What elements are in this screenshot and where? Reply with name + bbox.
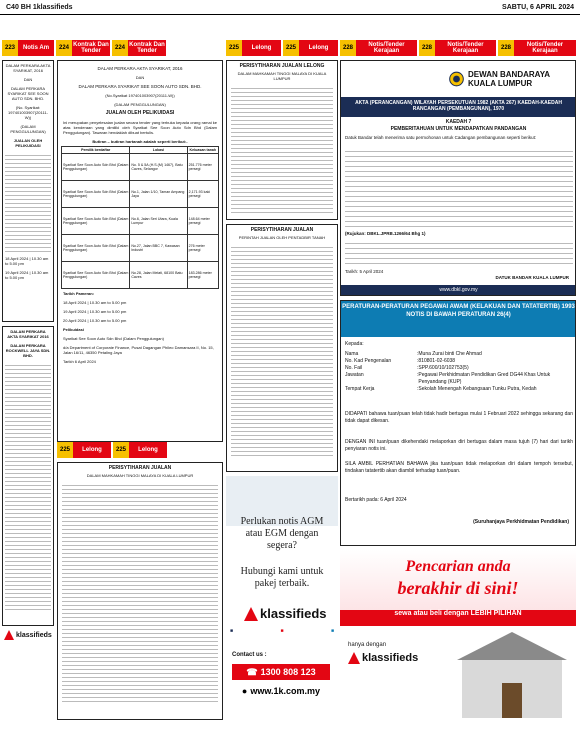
- category-kontrak-2: [112, 40, 166, 56]
- text-block: [231, 85, 333, 215]
- tender-title: DALAM PERKARA AKTA SYARIKAT, 2016: [97, 66, 183, 71]
- category-num: 225: [283, 40, 299, 56]
- ad-subheadline: Hubungi kami untuk pakej terbaik.: [240, 566, 324, 589]
- klassifieds-wordmark: klassifieds: [16, 631, 52, 639]
- dbkl-notice: [340, 60, 576, 296]
- category-lelong-lower: [57, 442, 111, 458]
- table-row: [62, 208, 219, 235]
- notice-header-bar: [341, 301, 576, 337]
- category-label: Lelong: [308, 45, 329, 51]
- table-cell: Syarikat See Soon Auto Sdn Bhd (Dalam Penggulungan): [62, 235, 130, 262]
- lelong-top-sub: DALAM MAHKAMAH TINGGI MALAYA DI KUALA LUMPUR: [237, 71, 327, 81]
- narrow-sub3: (DALAM PENGGULUNGAN): [10, 124, 46, 134]
- table-row: [62, 262, 219, 289]
- narrow-date-1: 18 April 2024 | 10.30 am to 5.00 pm: [5, 256, 49, 266]
- tender-intro: Ini merupakan penyelesaian jualan secara tender yang terbuka kepada orang ramai ke atas kenderaan yang dimiliki oleh Syarikat See Soon Auto Sdn Bhd (Dalam Penggulungan). Tawaran hendaklah dibuat bertulis.: [63, 120, 217, 135]
- page-date: SABTU, 6 APRIL 2024: [502, 3, 574, 11]
- partner-logos: [230, 628, 334, 642]
- category-label: Lelong: [251, 45, 272, 51]
- partner-logo-3: ■: [330, 628, 334, 634]
- table-header-row: [62, 147, 219, 154]
- text-block: [345, 147, 573, 229]
- table-cell: No. 5 & 5A (H.S.(M) 1467), Batu Caves, Selangor: [130, 154, 187, 181]
- rockwell-sub: DALAM PERKARA ROCKWELL JAYA SDN. BHD.: [5, 343, 51, 358]
- contact-label: Contact us :: [232, 652, 267, 658]
- field-key: Nama: [345, 351, 359, 357]
- category-lelong: [226, 40, 281, 56]
- text-block: [231, 244, 333, 459]
- category-notis-tender-2: [419, 40, 496, 56]
- notice-para-2: DENGAN INI tuan/puan dikehendaki melaporkan diri bertugas dalam masa tujuh (7) hari dari tarikh penyiaran notis ini.: [345, 439, 573, 452]
- narrow-date-2: 19 April 2024 | 10.30 am to 5.00 pm: [5, 270, 49, 280]
- page-folio: C40 BH 1klassifieds: [6, 3, 73, 11]
- notice-see-soon-narrow: [2, 60, 54, 322]
- field-row: Tempat Kerja : Sekolah Menengah Kebangsaan Tunku Putra, Kedah: [345, 386, 537, 392]
- tender-table-note: Butiran – butiran hartanah adalah seperti berikut:-: [92, 139, 188, 144]
- field-value: Sekolah Menengah Kebangsaan Tunku Putra, Kedah: [418, 386, 537, 392]
- narrow-title: DALAM PERKARA AKTA SYARIKAT, 2016: [5, 63, 51, 73]
- house-illustration-icon: [452, 628, 572, 718]
- category-label: Notis/Tender Kerajaan: [526, 42, 564, 54]
- category-notis-am: [2, 40, 54, 56]
- ad-line1: Pencarian anda: [405, 558, 511, 575]
- category-num: 224: [56, 40, 72, 56]
- dbkl-body: Datuk Bandar telah menerima satu permohonan untuk Cadangan pembangunan seperti berikut:: [345, 135, 537, 140]
- notice-subtitle: NOTIS DI BAWAH PERATURAN 26(4): [406, 312, 511, 318]
- ad-cta: hanya dengan: [348, 642, 387, 648]
- category-num: 225: [113, 442, 129, 458]
- category-num: 224: [112, 40, 128, 56]
- field-key: Jawatan: [345, 372, 364, 378]
- dbkl-rule: KAEDAH 7: [445, 119, 472, 125]
- klassifieds-icon: [4, 630, 14, 640]
- header-rule: [0, 14, 580, 15]
- ad-headline: Perlukan notis AGM atau EGM dengan segera?: [240, 516, 324, 551]
- category-num: 225: [226, 40, 242, 56]
- notice-rockwell-jaya: [2, 326, 54, 626]
- table-row: [62, 235, 219, 262]
- ad-klassifieds-logo: [348, 652, 418, 664]
- partner-logo-1: ■: [230, 628, 234, 634]
- table-cell: 276 meter persegi: [187, 235, 218, 262]
- partner-logo-2: ■: [280, 628, 284, 634]
- text-block: [345, 239, 573, 265]
- col-header-location: Lokasi: [130, 147, 187, 154]
- category-label: Lelong: [138, 447, 158, 453]
- category-num: 223: [2, 40, 18, 56]
- lelong-lower-sub: DALAM MAHKAMAH TINGGI MALAYA DI KUALA LUMPUR: [86, 473, 194, 478]
- lelong-notice-top: [226, 60, 338, 220]
- dates-label: Tarikh Pameran:: [63, 291, 95, 297]
- tender-reg: (No.Syarikat 197401003907(20111-W)): [105, 93, 175, 98]
- tender-sub: DAN: [135, 75, 145, 80]
- table-cell: Syarikat See Soon Auto Sdn Bhd (Dalam Penggulungan): [62, 262, 130, 289]
- ad-logo-wordmark: klassifieds: [260, 606, 327, 621]
- narrow-sub2: DALAM PERKARA SYARIKAT SEE SOON AUTO SDN. BHD.: [7, 86, 49, 101]
- table-cell: No.27, Jalan BBC 7, Kawasan Industri: [130, 235, 187, 262]
- notice-para-3: SILA AMBIL PERHATIAN BAHAWA jika tuan/puan tidak melaporkan diri dalam tempoh tersebut, tindakan tatatertib akan diambil terhadap tuan/puan.: [345, 461, 573, 474]
- category-num: 225: [57, 442, 73, 458]
- narrow-sub: DAN: [23, 77, 33, 82]
- category-lelong-lower-2: [113, 442, 167, 458]
- field-key: Tempat Kerja: [345, 386, 375, 392]
- category-notis-tender-3: [498, 40, 576, 56]
- notice-see-soon-tender: [57, 60, 223, 442]
- liquidator-name: Syarikat See Soon Auto Sdn Bhd (Dalam Penggulungan): [63, 336, 164, 342]
- dbkl-date: Tarikh: 5 April 2024: [345, 269, 384, 274]
- dbkl-ref: (Rujukan: DBKL.JPRB.1266/64 Bhg 1): [345, 231, 426, 236]
- category-lelong-2: [283, 40, 338, 56]
- category-label: Kontrak Dan Tender: [73, 42, 109, 54]
- viewing-date-2: 19 April 2024 | 10.30 am to 5.00 pm: [63, 309, 127, 315]
- dbkl-logo: [449, 65, 569, 93]
- table-cell: 183.286 meter persegi: [187, 262, 218, 289]
- tender-date: Tarikh 6 April 2024: [63, 359, 96, 365]
- contact-web-text: www.1k.com.my: [250, 686, 321, 696]
- category-label: Kontrak Dan Tender: [129, 42, 165, 54]
- tender-sub2: DALAM PERKARA SYARIKAT SEE SOON AUTO SDN. BHD.: [78, 84, 202, 89]
- dbkl-org: DEWAN BANDARAYA KUALA LUMPUR: [468, 70, 550, 88]
- field-row: Jawatan : Pegawai Perkhidmatan Pendidikan Gred DG44 Khas Untuk Penyandang (KUP): [345, 372, 573, 386]
- ad-bottom: [340, 626, 576, 720]
- property-table: [61, 146, 219, 289]
- dbkl-web[interactable]: www.dbkl.gov.my: [341, 285, 576, 296]
- viewing-date-1: 18 April 2024 | 10.30 am to 5.00 pm: [63, 300, 127, 306]
- field-row: No. Fail : SPP.600/10/102753(5): [345, 365, 469, 371]
- notice-to: Kepada:: [345, 341, 364, 347]
- table-cell: No.6, Jalan Seri Utara, Kuala Lumpur: [130, 208, 187, 235]
- viewing-date-3: 20 April 2024 | 10.30 am to 5.00 pm: [63, 318, 127, 324]
- notice-para-1: DIDAPATI bahawa tuan/puan telah tidak hadir bertugas mulai 1 Februari 2022 sehingga sekarang dan tidak dapat dikesan.: [345, 411, 573, 424]
- col-header-owner: Pemilik berdaftar: [62, 147, 130, 154]
- tender-sub3: (DALAM PENGGULUNGAN): [114, 102, 166, 107]
- ad-logo: [244, 606, 327, 621]
- narrow-reg: (No. Syarikat: 197401003907(20111-W)): [8, 105, 48, 120]
- category-num: 228: [340, 40, 356, 56]
- field-value: SPP.600/10/102753(5): [418, 365, 469, 371]
- category-label: Notis/Tender Kerajaan: [447, 42, 484, 54]
- category-notis-tender: [340, 40, 417, 56]
- dbkl-signer: DATUK BANDAR KUALA LUMPUR: [495, 275, 569, 280]
- civil-servant-notice: [340, 300, 576, 546]
- lelong-mid-title: PERISYTIHARAN JUALAN: [250, 227, 314, 233]
- ad-line3: sewa atau beli dengan LEBIH PILIHAN: [394, 610, 522, 617]
- lelong-lower-title: PERISYTIHARAN JUALAN: [108, 465, 172, 471]
- liquidator-address: d/a Department of Corporate Finance, Pusat Dagangan Phileo Damansara II, No. 15, Jalan 16/11, 46350 Petaling Jaya: [63, 345, 214, 356]
- col-header-area: Keluasan tanah: [187, 147, 218, 154]
- table-cell: 2,171.93 kaki persegi: [187, 181, 218, 208]
- category-label: Notis Am: [22, 45, 50, 51]
- category-label: Lelong: [82, 447, 102, 453]
- table-cell: 148.64 meter persegi: [187, 208, 218, 235]
- page-header: [0, 0, 580, 14]
- notice-fields: [345, 351, 573, 393]
- lelong-notice-mid: [226, 224, 338, 472]
- klassifieds-logo-small: [4, 628, 54, 642]
- field-key: No. Kad Pengenalan: [345, 358, 392, 364]
- rockwell-title: DALAM PERKARA AKTA SYARIKAT 2016: [7, 329, 49, 339]
- lelong-notice-lower-left: [57, 462, 223, 720]
- notice-signer: (Suruhanjaya Perkhidmatan Pendidikan): [473, 519, 569, 525]
- klassifieds-icon: [244, 607, 258, 621]
- dbkl-act-title: AKTA (PERANCANGAN) WILAYAH PERSEKUTUAN 1982 (AKTA 267) KAEDAH-KAEDAH RANCANGAN (PEMBANGUNAN), 1970: [341, 97, 576, 117]
- field-row: Nama : Muna Zurai binti Che Ahmad: [345, 351, 482, 357]
- contact-phone: 1300 808 123: [260, 667, 316, 677]
- narrow-body-lines: [3, 150, 53, 254]
- globe-icon: ●: [241, 686, 248, 696]
- text-block: [62, 482, 218, 702]
- liquidator-label: Pelikuidasi: [63, 327, 84, 333]
- field-value: Muna Zurai binti Che Ahmad: [418, 351, 482, 357]
- text-block: [5, 152, 51, 252]
- category-num: 228: [498, 40, 514, 56]
- table-cell: Syarikat See Soon Auto Sdn Bhd (Dalam Penggulungan): [62, 208, 130, 235]
- notice-title: PERATURAN-PERATURAN PEGAWAI AWAM (KELAKUAN DAN TATATERTIB) 1993: [342, 304, 575, 310]
- agm-advert: [226, 476, 338, 720]
- contact-web[interactable]: [232, 684, 330, 698]
- table-cell: 251.776 meter persegi: [187, 154, 218, 181]
- klassifieds-icon: [348, 652, 360, 664]
- narrow-heading: JUALAN OLEH PELIKUIDASI: [13, 138, 43, 148]
- category-num: 228: [419, 40, 435, 56]
- dbkl-crest-icon: [449, 68, 464, 90]
- field-value: Pegawai Perkhidmatan Pendidikan Gred DG44 Khas Untuk Penyandang (KUP): [418, 372, 551, 385]
- ad-klassifieds-wordmark: klassifieds: [362, 652, 419, 664]
- property-advert: [340, 550, 576, 720]
- table-row: [62, 181, 219, 208]
- contact-phone-box[interactable]: [232, 664, 330, 680]
- category-kontrak: [56, 40, 110, 56]
- category-label: Notis/Tender Kerajaan: [368, 42, 405, 54]
- table-cell: Syarikat See Soon Auto Sdn Bhd (Dalam Penggulungan): [62, 181, 130, 208]
- dbkl-rule-title: PEMBERITAHUAN UNTUK MENDAPATKAN PANDANGAN: [390, 126, 527, 132]
- table-row: [62, 154, 219, 181]
- lelong-top-title: PERISYTIHARAN JUALAN LELONG: [239, 63, 325, 69]
- field-row: No. Kad Pengenalan : 810801-02-6038: [345, 358, 456, 364]
- table-cell: No.1, Jalan 1/10, Taman Ampang Jaya: [130, 181, 187, 208]
- table-cell: No.28, Jalan Melati, 68100 Batu Caves: [130, 262, 187, 289]
- ad-line2: berakhir di sini!: [397, 578, 519, 598]
- tender-heading: JUALAN OLEH PELIKUIDASI: [105, 110, 175, 116]
- field-key: No. Fail: [345, 365, 363, 371]
- table-cell: Syarikat See Soon Auto Sdn Bhd (Dalam Penggulungan): [62, 154, 130, 181]
- phone-icon: ☎: [246, 666, 258, 677]
- lelong-mid-sub: PERINTAH JUALAN OLEH PENTADBIR TANAH: [238, 235, 326, 240]
- text-block: [5, 362, 51, 612]
- field-value: 810801-02-6038: [418, 358, 456, 364]
- notice-date: Bertarikh pada: 6 April 2024: [345, 497, 407, 503]
